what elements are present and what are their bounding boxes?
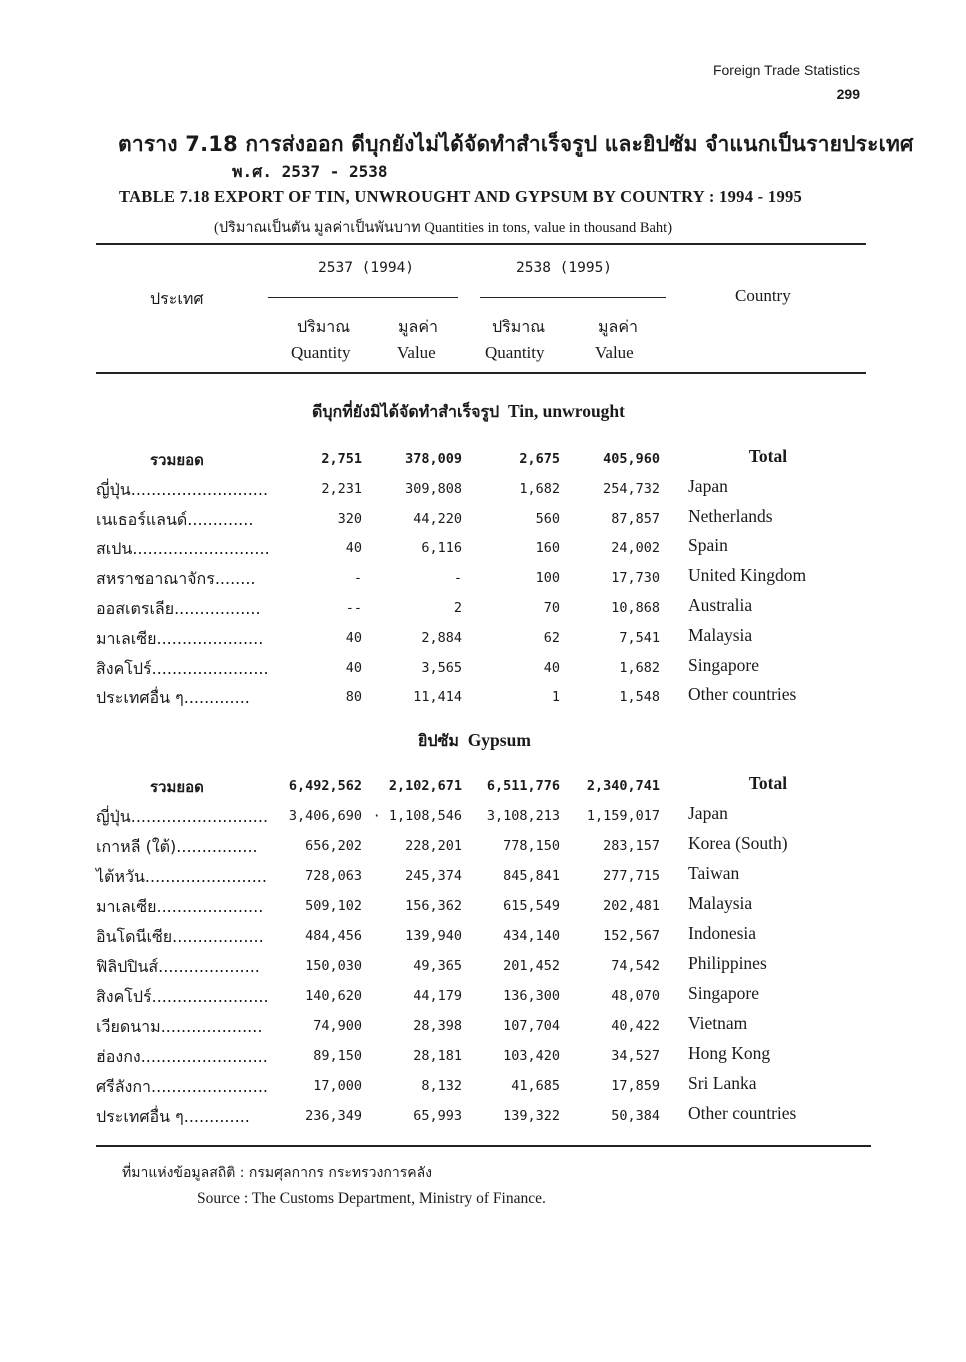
value-1995-cell: 277,715 bbox=[603, 868, 660, 884]
section-tin-title bbox=[312, 400, 625, 425]
quantity-1994-cell: 80 bbox=[345, 689, 362, 706]
table-row bbox=[0, 537, 966, 567]
quantity-1995-cell: 40 bbox=[543, 659, 560, 676]
quantity-1994-cell: 40 bbox=[345, 659, 362, 676]
country-english-cell: Other countries bbox=[688, 684, 797, 705]
qty-en-header-1995: Quantity bbox=[485, 343, 545, 362]
country-english-cell: Hong Kong bbox=[688, 1043, 771, 1063]
table-row bbox=[0, 597, 966, 627]
value-1995-cell: 17,859 bbox=[611, 1078, 660, 1094]
value-1995-cell: 202,481 bbox=[603, 898, 660, 914]
table-row bbox=[0, 895, 966, 925]
value-1994-cell: 65,993 bbox=[413, 1108, 462, 1124]
country-thai-cell: ศรีลังกา....................... bbox=[96, 1077, 269, 1096]
value-1994-cell: 44,179 bbox=[413, 988, 462, 1004]
value-1994-cell: 2,102,671 bbox=[388, 778, 462, 794]
table-row bbox=[0, 475, 966, 508]
quantity-1994-cell: 320 bbox=[337, 510, 362, 527]
quantity-1995-cell: 1,682 bbox=[519, 480, 560, 497]
quantity-1994-cell: 40 bbox=[345, 629, 362, 646]
value-1994-cell: 6,116 bbox=[421, 540, 462, 557]
quantity-1995-cell: 615,549 bbox=[503, 898, 560, 914]
quantity-1995-cell: 107,704 bbox=[503, 1018, 560, 1034]
country-thai-cell: สเปน........................... bbox=[96, 539, 270, 559]
value-1994-cell: 44,220 bbox=[413, 510, 462, 527]
value-1995-cell: 1,548 bbox=[619, 689, 660, 706]
quantity-1995-cell: 103,420 bbox=[503, 1048, 560, 1064]
table-row bbox=[0, 567, 966, 597]
qty-thai-header-1995: ปริมาณ bbox=[492, 317, 546, 336]
series-title: Foreign Trade Statistics bbox=[712, 62, 860, 78]
year-1994-rule bbox=[268, 297, 458, 298]
quantity-1995-cell: 434,140 bbox=[503, 928, 560, 944]
country-thai-cell: ออสเตรเลีย................. bbox=[96, 599, 261, 618]
country-english-header: Country bbox=[735, 286, 791, 305]
value-1994-cell: 309,808 bbox=[405, 480, 462, 497]
value-1994-cell: 139,940 bbox=[405, 928, 462, 944]
value-1994-cell: - bbox=[453, 570, 462, 587]
value-1995-cell: 50,384 bbox=[611, 1108, 660, 1124]
country-english-cell: Korea (South) bbox=[688, 833, 788, 853]
country-thai-cell: ฟิลิปปินส์.................... bbox=[96, 957, 260, 976]
value-thai-header-1995: มูลค่า bbox=[598, 317, 639, 336]
table-row bbox=[0, 1015, 966, 1045]
table-title-thai-years: พ.ศ. 2537 - 2538 bbox=[232, 162, 388, 181]
page-number: 299 bbox=[836, 86, 860, 102]
source-note-english: Source : The Customs Department, Ministry of Finance. bbox=[197, 1190, 546, 1207]
value-1994-cell: 11,414 bbox=[413, 689, 462, 706]
quantity-1994-cell: 484,456 bbox=[305, 928, 362, 944]
country-thai-cell: สิงคโปร์....................... bbox=[96, 987, 269, 1006]
value-1995-cell: 74,542 bbox=[611, 958, 660, 974]
value-1994-cell: 2 bbox=[453, 600, 462, 616]
table-row bbox=[0, 624, 966, 657]
quantity-1995-cell: 778,150 bbox=[503, 838, 560, 854]
value-1994-cell: 378,009 bbox=[405, 451, 462, 467]
table-bottom-rule bbox=[96, 1145, 871, 1147]
value-1995-cell: 34,527 bbox=[611, 1048, 660, 1064]
year-1994-header: 2537 (1994) bbox=[318, 260, 415, 276]
year-1995-rule bbox=[480, 297, 666, 298]
value-1995-cell: 87,857 bbox=[611, 510, 660, 527]
value-1995-cell: 17,730 bbox=[611, 570, 660, 587]
table-row bbox=[0, 686, 966, 716]
quantity-1994-cell: 6,492,562 bbox=[288, 778, 362, 794]
country-thai-cell: ญี่ปุ่น........................... bbox=[96, 807, 269, 826]
header-bottom-rule bbox=[96, 372, 866, 374]
quantity-1995-cell: 6,511,776 bbox=[486, 778, 560, 794]
country-english-cell: Indonesia bbox=[688, 923, 757, 943]
table-row bbox=[0, 955, 966, 985]
country-english-cell: Philippines bbox=[688, 953, 767, 973]
table-row bbox=[0, 835, 966, 865]
table-total-row bbox=[0, 775, 966, 805]
quantity-1994-cell: 2,751 bbox=[321, 451, 362, 467]
value-1995-cell: 2,340,741 bbox=[586, 778, 660, 794]
table-row bbox=[0, 985, 966, 1015]
table-row bbox=[0, 505, 966, 538]
table-row bbox=[0, 1075, 966, 1105]
country-english-cell: Taiwan bbox=[688, 863, 740, 883]
table-row bbox=[0, 654, 966, 687]
country-thai-cell: ไต้หวัน........................ bbox=[96, 867, 267, 886]
table-top-rule bbox=[96, 243, 866, 245]
table-total-row bbox=[0, 448, 966, 478]
country-english-cell: Malaysia bbox=[688, 624, 753, 645]
value-1995-cell: 405,960 bbox=[603, 451, 660, 467]
value-1995-cell: 283,157 bbox=[603, 838, 660, 854]
country-english-cell: Malaysia bbox=[688, 893, 753, 913]
table-row bbox=[0, 1045, 966, 1075]
country-english-cell: Netherlands bbox=[688, 505, 773, 526]
quantity-1994-cell: 509,102 bbox=[305, 898, 362, 914]
value-thai-header-1994: มูลค่า bbox=[398, 317, 439, 336]
country-thai-cell: สหราชอาณาจักร........ bbox=[96, 569, 256, 589]
country-english-cell: Singapore bbox=[688, 983, 759, 1003]
table-row bbox=[0, 865, 966, 895]
value-1995-cell: 1,682 bbox=[619, 659, 660, 676]
country-english-cell: Spain bbox=[688, 535, 728, 556]
value-1994-cell: 49,365 bbox=[413, 958, 462, 974]
quantity-1994-cell: 656,202 bbox=[305, 838, 362, 854]
country-thai-cell: มาเลเซีย..................... bbox=[96, 628, 264, 648]
quantity-1994-cell: 140,620 bbox=[305, 988, 362, 1004]
quantity-1995-cell: 41,685 bbox=[511, 1078, 560, 1094]
value-1994-cell: 8,132 bbox=[421, 1078, 462, 1094]
value-en-header-1995: Value bbox=[595, 343, 634, 362]
value-1995-cell: 48,070 bbox=[611, 988, 660, 1004]
country-thai-cell: อินโดนีเซีย.................. bbox=[96, 927, 264, 946]
quantity-1994-cell: 2,231 bbox=[321, 480, 362, 497]
table-units-note: (ปริมาณเป็นตัน มูลค่าเป็นพันบาท Quantities in tons, value in thousand Baht) bbox=[214, 220, 673, 236]
quantity-1994-cell: 89,150 bbox=[313, 1048, 362, 1064]
value-1994-cell: 228,201 bbox=[405, 838, 462, 854]
table-row bbox=[0, 925, 966, 955]
country-thai-cell: ฮ่องกง......................... bbox=[96, 1047, 268, 1066]
quantity-1995-cell: 201,452 bbox=[503, 958, 560, 974]
country-english-cell: Japan bbox=[688, 475, 728, 496]
quantity-1994-cell: 3,406,690 bbox=[288, 808, 362, 824]
quantity-1995-cell: 2,675 bbox=[519, 451, 560, 467]
value-en-header-1994: Value bbox=[397, 343, 436, 362]
quantity-1994-cell: 40 bbox=[345, 540, 362, 557]
country-english-cell: Total bbox=[748, 773, 788, 793]
value-1995-cell: 24,002 bbox=[611, 540, 660, 557]
year-1995-header: 2538 (1995) bbox=[516, 260, 613, 276]
country-thai-cell: รวมยอด bbox=[150, 451, 204, 469]
value-1994-cell: · 1,108,546 bbox=[372, 808, 462, 824]
value-1995-cell: 10,868 bbox=[611, 600, 660, 616]
country-english-cell: Sri Lanka bbox=[688, 1073, 757, 1093]
quantity-1995-cell: 136,300 bbox=[503, 988, 560, 1004]
section-gypsum-title-thai: ยิปซัม bbox=[418, 731, 459, 750]
quantity-1995-cell: 62 bbox=[543, 629, 560, 646]
quantity-1995-cell: 160 bbox=[535, 540, 560, 557]
country-thai-cell: มาเลเซีย..................... bbox=[96, 897, 264, 916]
country-thai-cell: ญี่ปุ่น........................... bbox=[96, 479, 269, 499]
country-english-cell: Vietnam bbox=[688, 1013, 748, 1033]
country-english-cell: Singapore bbox=[688, 654, 759, 675]
value-1994-cell: 245,374 bbox=[405, 868, 462, 884]
quantity-1994-cell: 236,349 bbox=[305, 1108, 362, 1124]
table-title-english: TABLE 7.18 EXPORT OF TIN, UNWROUGHT AND GYPSUM BY COUNTRY : 1994 - 1995 bbox=[119, 187, 803, 206]
table-title-thai: ตาราง 7.18 การส่งออก ดีบุกยังไม่ได้จัดทำสำเร็จรูป และยิปซัม จำแนกเป็นรายประเทศ bbox=[118, 132, 914, 156]
quantity-1995-cell: 70 bbox=[543, 600, 560, 616]
country-thai-cell: เกาหลี (ใต้)................ bbox=[96, 837, 258, 856]
quantity-1994-cell: 150,030 bbox=[305, 958, 362, 974]
country-english-cell: Other countries bbox=[688, 1103, 797, 1123]
country-thai-cell: สิงคโปร์....................... bbox=[96, 658, 269, 678]
qty-en-header-1994: Quantity bbox=[291, 343, 351, 362]
section-gypsum-title-english: Gypsum bbox=[467, 730, 531, 750]
country-thai-cell: รวมยอด bbox=[150, 778, 204, 796]
quantity-1994-cell: 74,900 bbox=[313, 1018, 362, 1034]
country-thai-cell: ประเทศอื่น ๆ............. bbox=[96, 688, 250, 708]
value-1994-cell: 28,398 bbox=[413, 1018, 462, 1034]
value-1995-cell: 7,541 bbox=[619, 629, 660, 646]
value-1994-cell: 28,181 bbox=[413, 1048, 462, 1064]
quantity-1994-cell: - bbox=[353, 570, 362, 587]
value-1995-cell: 1,159,017 bbox=[586, 808, 660, 824]
source-note-thai: ที่มาแห่งข้อมูลสถิติ : กรมศุลกากร กระทรวงการคลัง bbox=[122, 1165, 432, 1181]
value-1995-cell: 40,422 bbox=[611, 1018, 660, 1034]
quantity-1995-cell: 1 bbox=[551, 689, 560, 706]
country-thai-cell: ประเทศอื่น ๆ............. bbox=[96, 1107, 250, 1126]
quantity-1994-cell: 17,000 bbox=[313, 1078, 362, 1094]
quantity-1995-cell: 139,322 bbox=[503, 1108, 560, 1124]
quantity-1994-cell: 728,063 bbox=[305, 868, 362, 884]
quantity-1994-cell: -- bbox=[345, 600, 362, 616]
country-thai-cell: เนเธอร์แลนด์............. bbox=[96, 509, 254, 529]
country-thai-header: ประเทศ bbox=[150, 289, 204, 308]
country-english-cell: Australia bbox=[688, 595, 753, 615]
value-1994-cell: 2,884 bbox=[421, 629, 462, 646]
quantity-1995-cell: 3,108,213 bbox=[486, 808, 560, 824]
table-row bbox=[0, 805, 966, 835]
quantity-1995-cell: 560 bbox=[535, 510, 560, 527]
section-gypsum-title bbox=[418, 729, 531, 754]
value-1995-cell: 152,567 bbox=[603, 928, 660, 944]
qty-thai-header-1994: ปริมาณ bbox=[297, 317, 351, 336]
quantity-1995-cell: 845,841 bbox=[503, 868, 560, 884]
country-english-cell: United Kingdom bbox=[688, 565, 807, 586]
value-1995-cell: 254,732 bbox=[603, 480, 660, 497]
country-english-cell: Japan bbox=[688, 803, 728, 823]
country-thai-cell: เวียดนาม.................... bbox=[96, 1017, 263, 1036]
value-1994-cell: 156,362 bbox=[405, 898, 462, 914]
value-1994-cell: 3,565 bbox=[421, 659, 462, 676]
section-tin-title-english: Tin, unwrought bbox=[507, 401, 625, 421]
country-english-cell: Total bbox=[748, 446, 788, 466]
section-tin-title-thai: ดีบุกที่ยังมิได้จัดทำสำเร็จรูป bbox=[312, 402, 500, 421]
table-row bbox=[0, 1105, 966, 1135]
quantity-1995-cell: 100 bbox=[535, 570, 560, 587]
